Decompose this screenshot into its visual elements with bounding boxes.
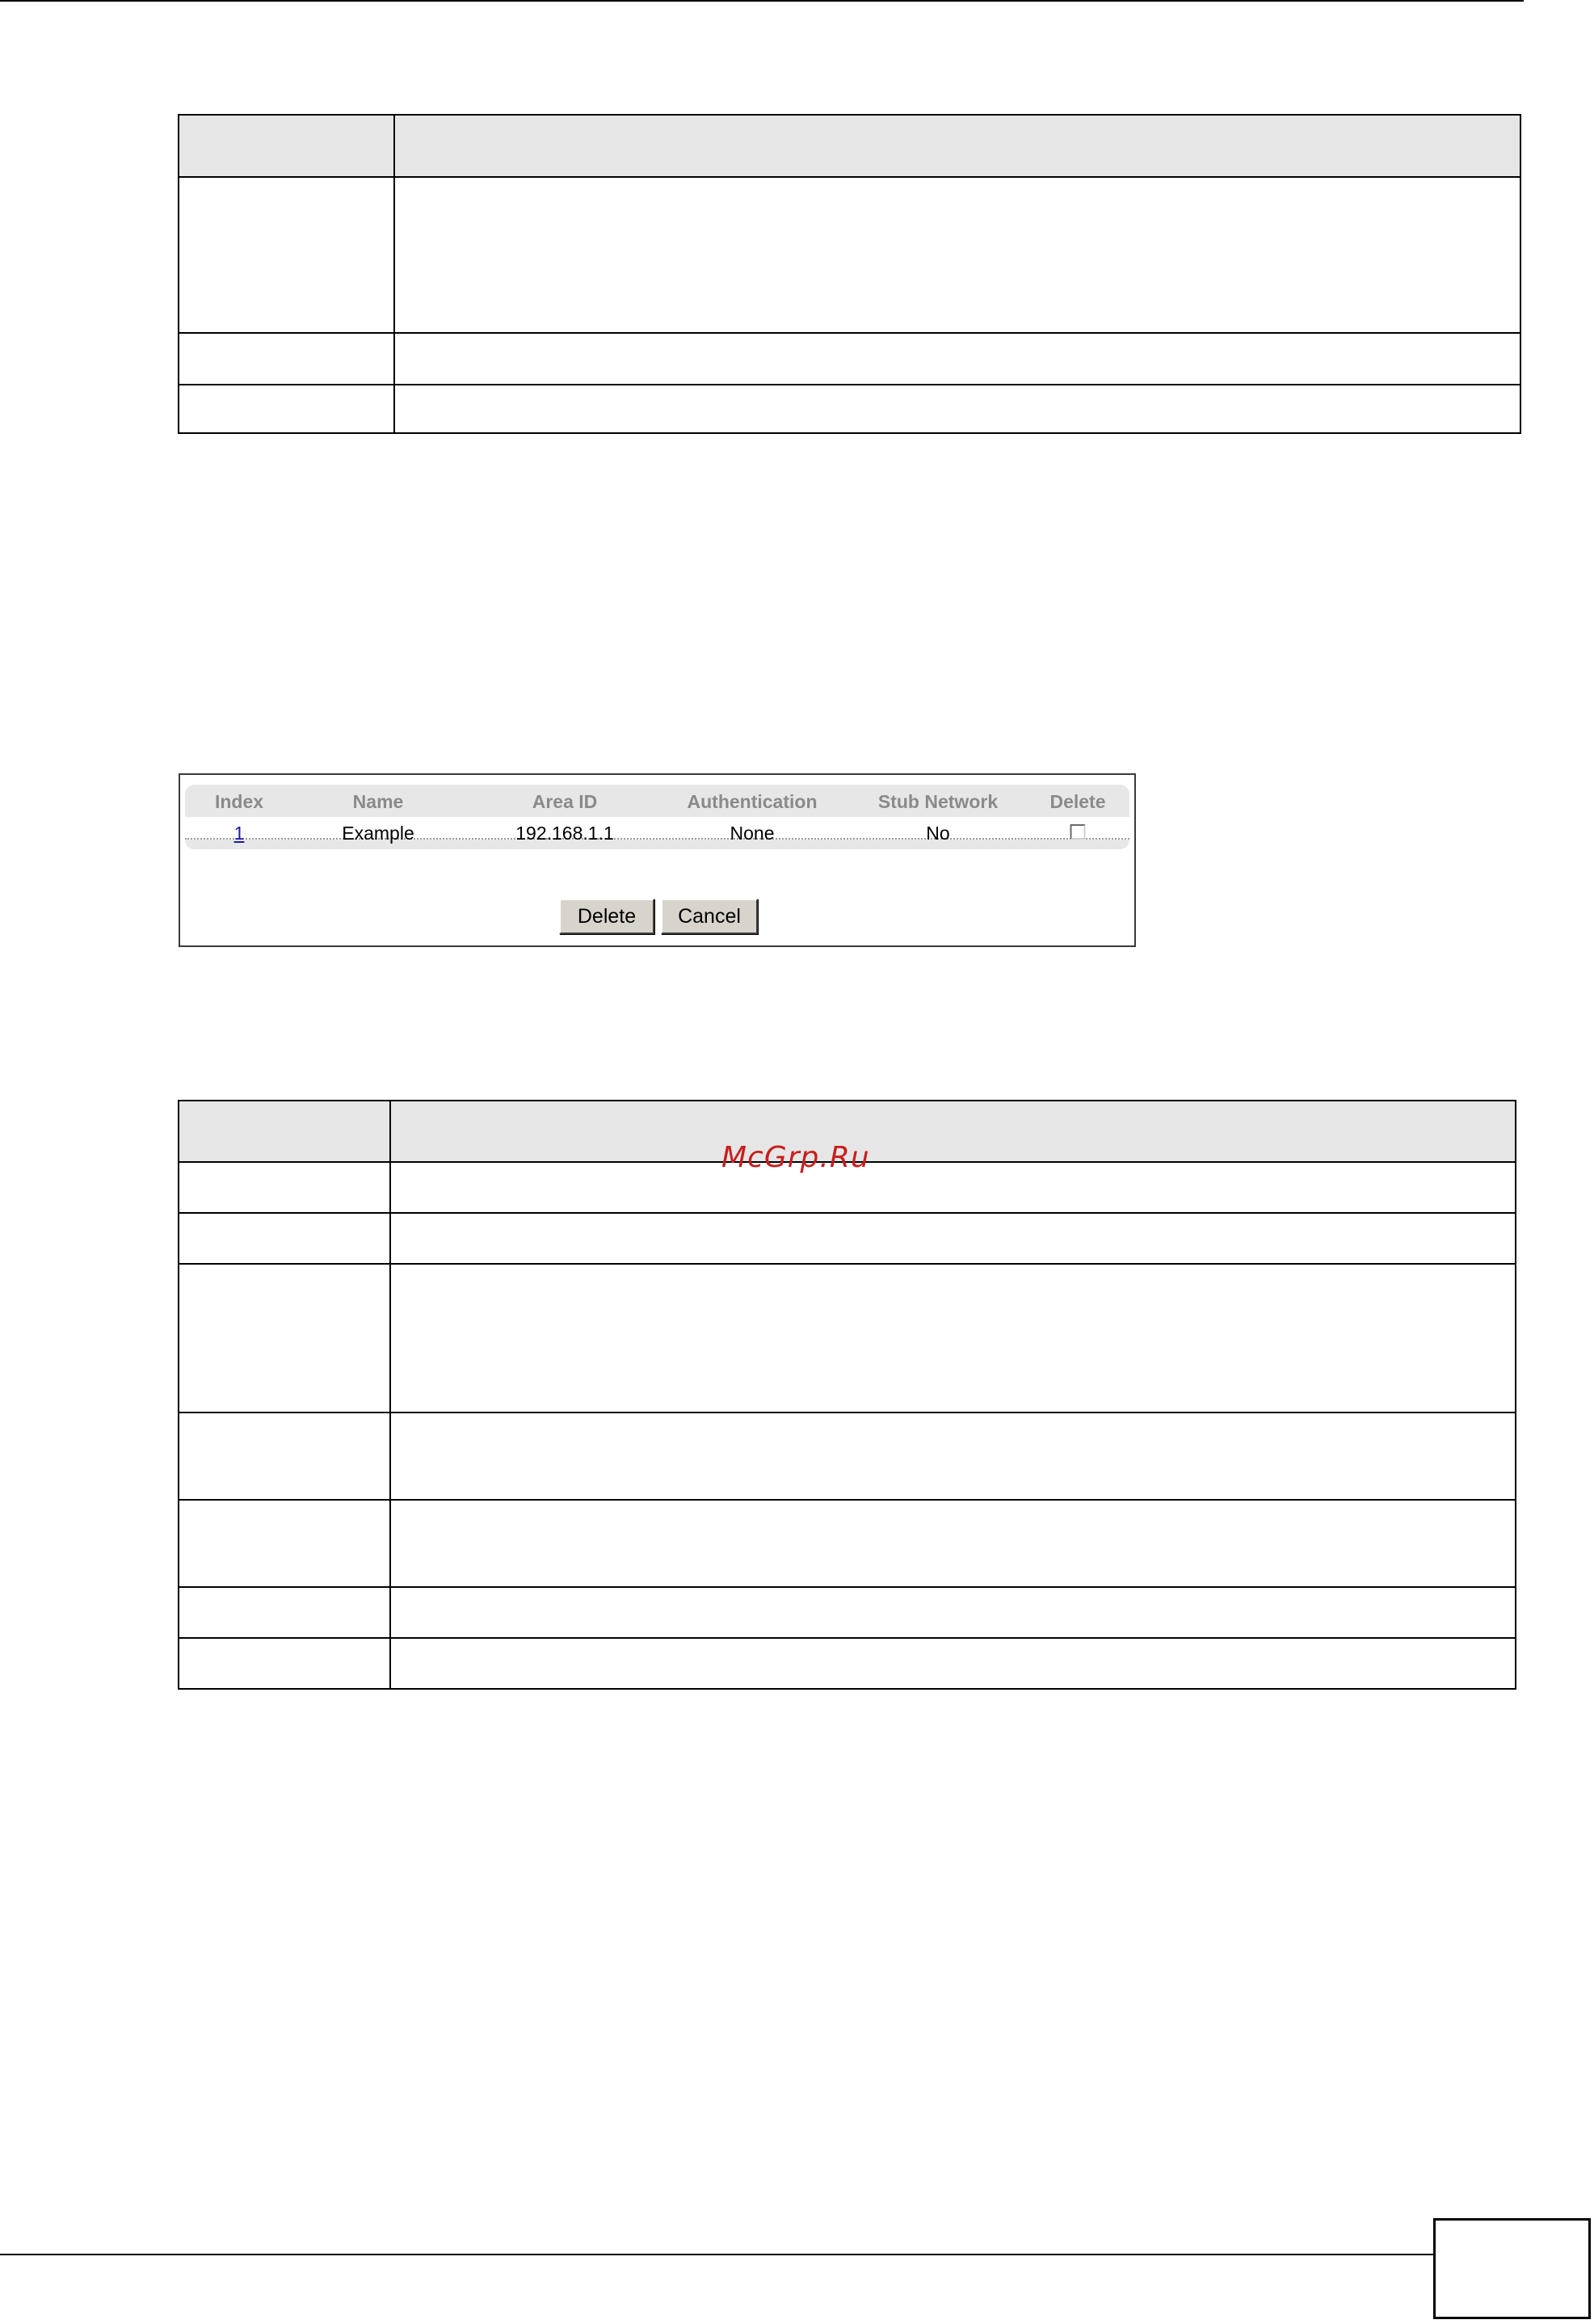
table-cell [390,1638,1516,1689]
table-cell [390,1500,1516,1587]
footer-rule [0,2254,1446,2255]
area-stub-network: No [926,823,950,844]
area-id: 192.168.1.1 [515,823,614,844]
table-cell [394,333,1520,385]
table-row [185,817,1129,840]
description-table-1 [178,114,1521,434]
cancel-button[interactable]: Cancel [661,899,758,934]
table-cell [390,1162,1516,1213]
column-header-index: Index [214,791,264,812]
area-index-link[interactable]: 1 [233,823,245,844]
area-authentication: None [730,823,775,844]
table-header-cell [394,115,1520,177]
area-name: Example [342,823,414,844]
table-cell [179,1638,390,1689]
description-table-2 [178,1100,1516,1690]
table-cell [179,1413,390,1500]
table-cell [179,333,394,385]
table-cell [390,1413,1516,1500]
column-header-name: Name [352,791,404,812]
header-rule [0,0,1524,2]
table-header-cell [390,1101,1516,1162]
table-cell [390,1213,1516,1264]
column-header-delete: Delete [1049,791,1106,812]
delete-button[interactable]: Delete [559,899,654,934]
table-header-cell [179,115,394,177]
table-cell [179,1264,390,1413]
ospf-area-screen [179,773,1136,947]
table-cell [179,385,394,433]
column-header-area-id: Area ID [532,791,598,812]
table-cell [179,1162,390,1213]
table-cell [179,1213,390,1264]
table-cell [390,1587,1516,1638]
table-header-cell [179,1101,390,1162]
table-cell [394,385,1520,433]
table-cell [179,177,394,333]
page-number-box [1433,2218,1591,2319]
column-header-stub-network: Stub Network [877,791,999,812]
delete-checkbox[interactable] [1070,824,1086,840]
table-cell [394,177,1520,333]
table-cell [179,1587,390,1638]
table-cell [179,1500,390,1587]
watermark: McGrp.Ru [721,1141,870,1174]
column-header-authentication: Authentication [687,791,818,812]
table-cell [390,1264,1516,1413]
